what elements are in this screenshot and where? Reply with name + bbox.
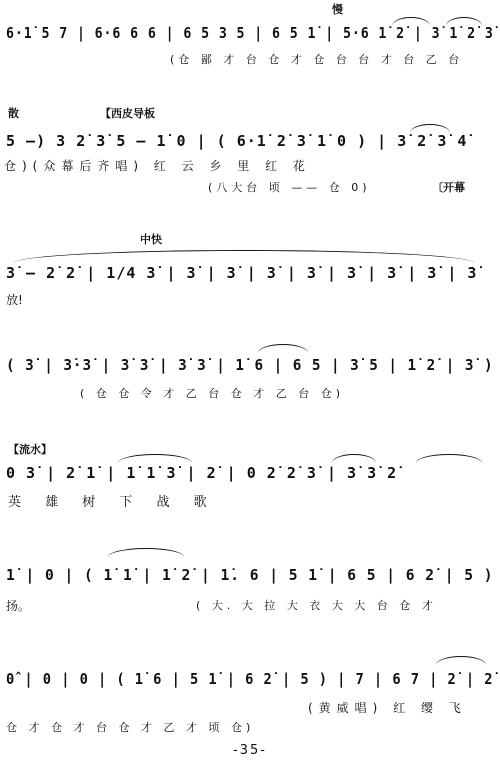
section-label-liushui: 【流水】 [8,443,52,456]
tempo-mark-medium-fast: 中快 [140,233,162,246]
long-slur [14,250,474,263]
notation-line: 1̇ | 0 | ( 1̇ 1̇ | 1̇ 2̇ | 1̇. 6 | 5 1̇ | 6 5 | 6 2̇ | 5 ) [6,566,494,584]
percussion-line: ( 大. 大 拉 大 衣 大 大 台 仓 才 [196,599,437,612]
system-3 [0,228,500,308]
percussion-line: (仓 鄙 才 台 仓 才 仓 台 台 才 台 乙 台 [170,53,464,66]
tempo-mark-free: 散 [8,107,19,120]
lyrics-line: 扬。 [6,599,31,613]
tempo-mark-slow: 慢 [332,3,343,16]
slur [416,454,482,463]
percussion-line: (八大台 顷 —— 仓 0) [208,181,371,194]
system-4 [0,338,500,408]
lyrics-line: 放! [6,293,23,307]
system-5 [0,440,500,520]
notation-line: 5 —) 3 2̇ 3̇ 5 — 1̇ 0 | ( 6·1̇ 2̇ 3̇ 1̇ 0 ) | 3̇ 2̇ 3̇ 4̇ [6,132,468,150]
slur [332,454,376,463]
notation-line: 0 3̇ | 2̇ 1̇ | 1̇ 1̇ 3̇ | 2̇ | 0 2̇ 2̇ 3̇ | 3̇ 3̇ 2̇ [6,464,398,482]
system-1 [0,0,500,75]
slur [258,344,308,353]
slur [108,548,184,557]
slur [118,454,192,463]
notation-line: 6·1̇ 5 7 | 6·6 6 6 | 6 5 3 5 | 6 5 1̇ | 5·6 1̇ 2̇ | 3̇ 1̇ 2̇ 3̇ [6,24,494,42]
notation-line: ( 3̇ | 3̇·3̇ | 3̇ 3̇ | 3̇ 3̇ | 1̇ 6 | 6 5 | 3̇ 5 | 1̇ 2̇ | 3̇ ) [6,356,494,374]
system-6 [0,540,500,620]
system-2 [0,100,500,195]
percussion-line: ( 仓 仓 令 才 乙 台 仓 才 乙 台 仓) [80,387,345,400]
lyrics-line: 仓)(众幕后齐唱) 红 云 乡 里 红 花 [4,159,311,173]
stage-note: 〔开幕 [432,181,465,194]
section-label-xipi: 【西皮导板 [100,107,155,120]
percussion-line: 仓 才 仓 才 台 仓 才 乙 才 顷 仓) [6,721,255,734]
notation-line: 3̇ — 2̇ 2̇ | 1/4 3̇ | 3̇ | 3̇ | 3̇ | 3̇ | 3̇ | 3̇ | 3̇ | 3̇ [6,264,478,282]
system-7 [0,650,500,745]
lyrics-line: (黄威唱) 红 缨 飞 [308,701,467,715]
slur [436,656,486,665]
page-number: -35- [233,743,267,758]
notation-line: 0̂ | 0 | 0 | ( 1̇ 6 | 5 1̇ | 6 2̇ | 5 ) | 7 | 6 7 | 2̇ | 2̇ [6,670,494,688]
lyrics-line: 英 雄 树 下 战 歌 [8,495,217,510]
